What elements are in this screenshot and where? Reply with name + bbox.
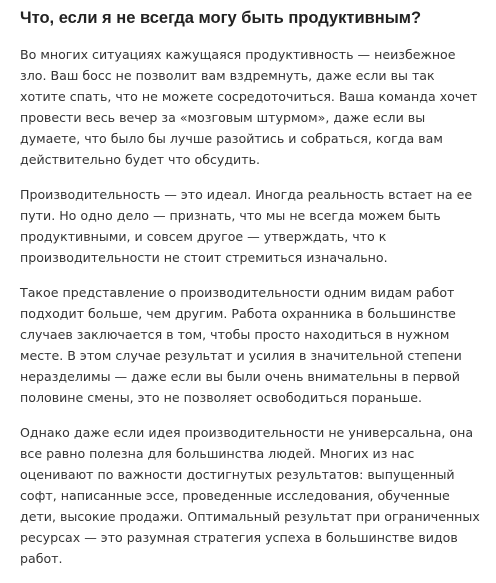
- article-paragraph: Такое представление о производительности одним видам работ подходит больше, чем другим. Работа охранника в большинстве случаев заключается в том, чтобы просто находиться в нужном месте. В этом случае результат и усилия в значительной степени неразделимы — даже если вы были очень внимательны в первой половине смены, это не позволяет освободиться пораньше.: [20, 285, 462, 405]
- article: [20, 6, 482, 583]
- article-title: Что, если я не всегда могу быть продуктивным?: [20, 9, 422, 27]
- article-paragraph: Во многих ситуациях кажущаяся продуктивность — неизбежное зло. Ваш босс не позволит вам вздремнуть, даже если вы так хотите спать, что не можете сосредоточиться. Ваша команда хочет провести весь вечер за «мозговым штурмом», даже если вы думаете, что было бы лучше разойтись и собраться, когда вам действительно будет что обсудить.: [20, 47, 478, 167]
- article-paragraph: Однако даже если идея производительности не универсальна, она все равно полезна для большинства людей. Многих из нас оценивают по важности достигнутых результатов: выпущенный софт, написанные эссе, проведенные исследования, обученные дети, высокие продажи. Оптимальный результат при ограниченных ресурсах — это разумная стратегия успеха в большинстве видов работ.: [20, 425, 480, 566]
- article-paragraph: Производительность — это идеал. Иногда реальность встает на ее пути. Но одно дело — признать, что мы не всегда можем быть продуктивными, и совсем другое — утверждать, что к производительности не стоит стремиться изначально.: [20, 187, 473, 265]
